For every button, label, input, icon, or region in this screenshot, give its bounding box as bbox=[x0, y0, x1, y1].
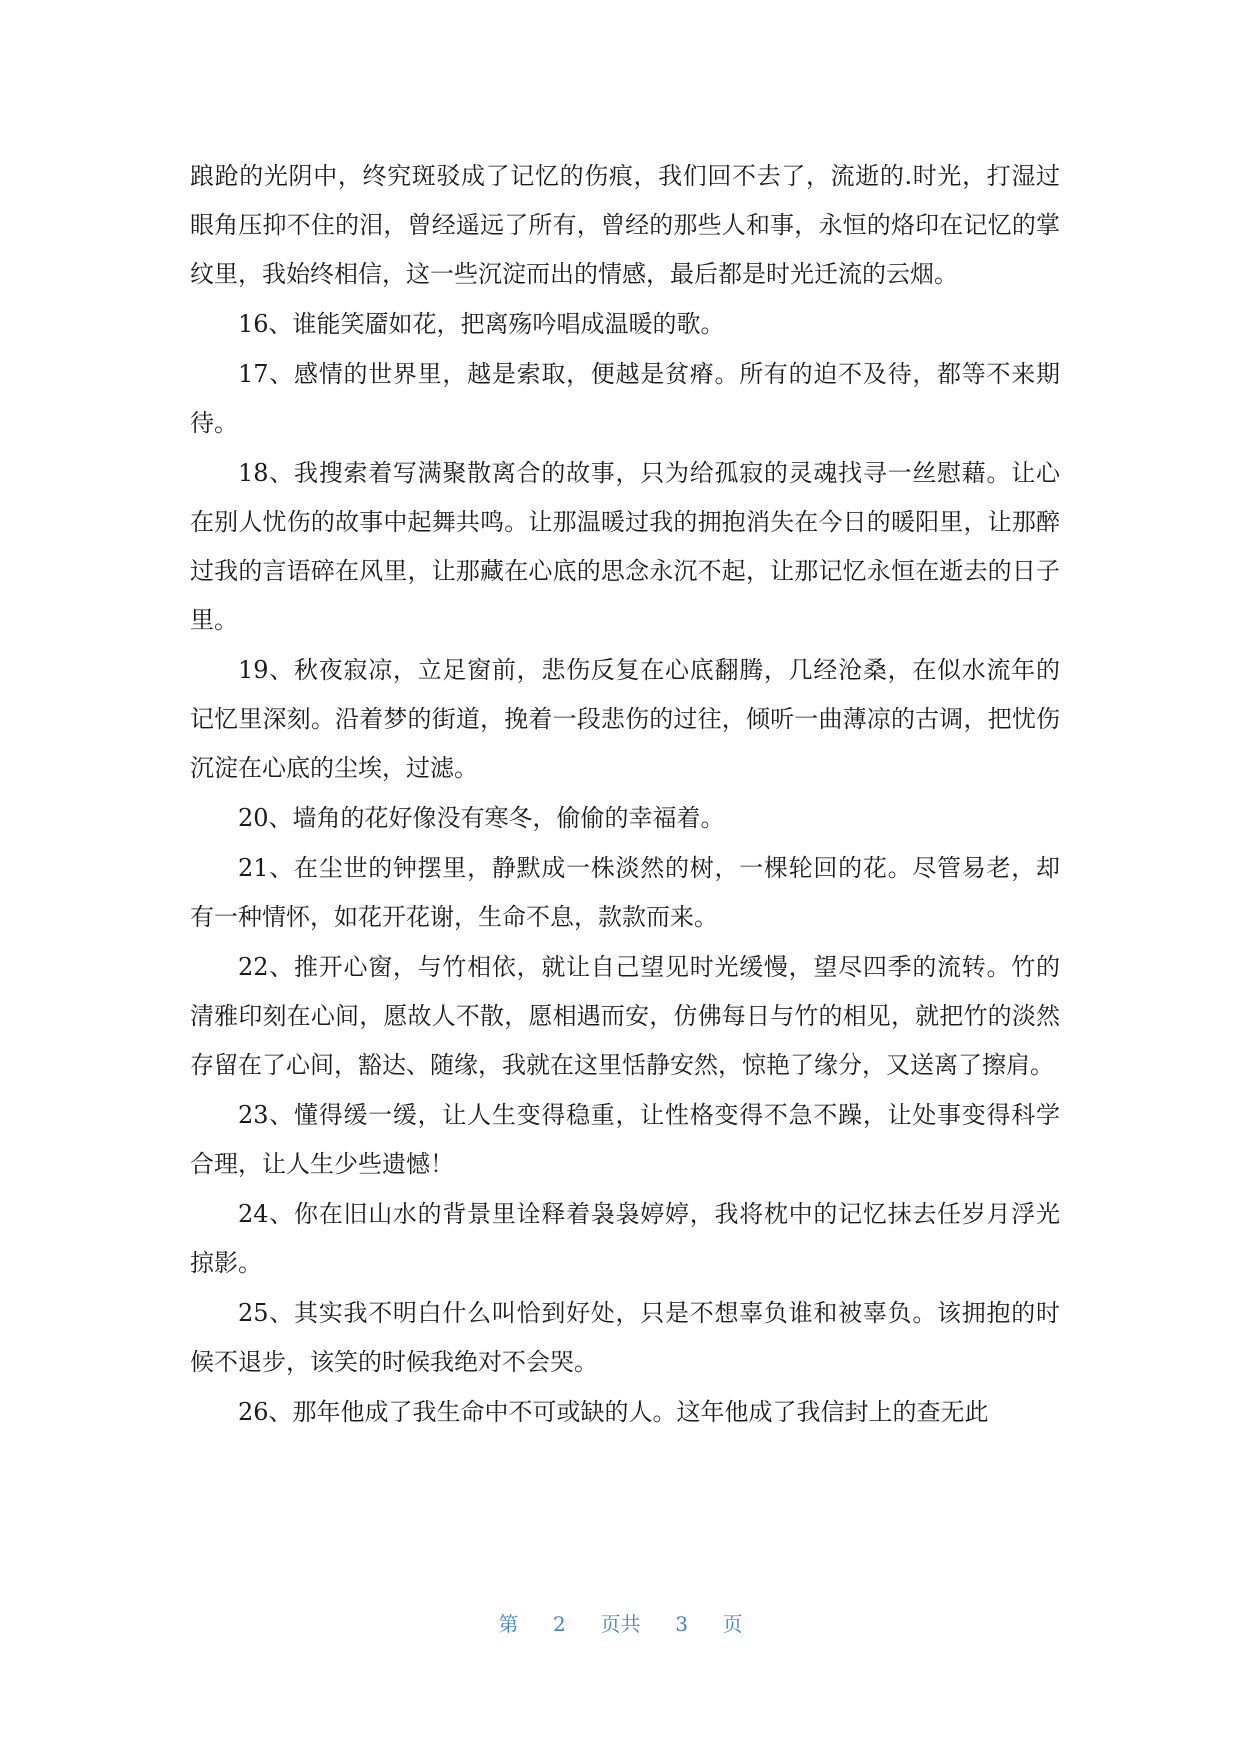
paragraph-25: 25、其实我不明白什么叫恰到好处，只是不想辜负谁和被辜负。该拥抱的时候不退步，该笑的时候我绝对不会哭。 bbox=[190, 1299, 1060, 1376]
paragraph-20: 20、墙角的花好像没有寒冬，偷偷的幸福着。 bbox=[238, 804, 725, 832]
footer-current-page: 2 bbox=[553, 1612, 566, 1636]
footer-suffix: 页 bbox=[722, 1612, 743, 1636]
paragraph-19: 19、秋夜寂凉，立足窗前，悲伤反复在心底翻腾，几经沧桑，在似水流年的记忆里深刻。沿着梦的街道，挽着一段悲伤的过往，倾听一曲薄凉的古调，把忧伤沉淀在心底的尘埃，过滤。 bbox=[190, 656, 1060, 782]
footer-total-pages: 3 bbox=[675, 1612, 688, 1636]
paragraph-16: 16、谁能笑靥如花，把离殇吟唱成温暖的歌。 bbox=[238, 310, 725, 338]
paragraph-22: 22、推开心窗，与竹相依，就让自己望见时光缓慢，望尽四季的流转。竹的清雅印刻在心间，愿故人不散，愿相遇而安，仿佛每日与竹的相见，就把竹的淡然存留在了心间，豁达、随缘，我就在这里恬静安然，惊艳了缘分，又送离了擦肩。 bbox=[190, 953, 1060, 1079]
footer-prefix: 第 bbox=[498, 1612, 519, 1636]
paragraph-21: 21、在尘世的钟摆里，静默成一株淡然的树，一棵轮回的花。尽管易老，却有一种情怀，如花开花谢，生命不息，款款而来。 bbox=[190, 854, 1060, 931]
footer-middle: 页共 bbox=[600, 1612, 641, 1636]
document-body bbox=[190, 152, 1060, 1437]
paragraph-0: 踉跄的光阴中，终究斑驳成了记忆的伤痕，我们回不去了，流逝的.时光，打湿过眼角压抑不住的泪，曾经遥远了所有，曾经的那些人和事，永恒的烙印在记忆的掌纹里，我始终相信，这一些沉淀而出的情感，最后都是时光迁流的云烟。 bbox=[190, 162, 1060, 288]
paragraph-26: 26、那年他成了我生命中不可或缺的人。这年他成了我信封上的查无此 bbox=[238, 1398, 989, 1426]
paragraph-23: 23、懂得缓一缓，让人生变得稳重，让性格变得不急不躁，让处事变得科学合理，让人生少些遗憾！ bbox=[190, 1101, 1060, 1178]
paragraph-18: 18、我搜索着写满聚散离合的故事，只为给孤寂的灵魂找寻一丝慰藉。让心在别人忧伤的故事中起舞共鸣。让那温暖过我的拥抱消失在今日的暖阳里，让那醉过我的言语碎在风里，让那藏在心底的思念永沉不起，让那记忆永恒在逝去的日子里。 bbox=[190, 459, 1060, 634]
page-footer bbox=[0, 1608, 1241, 1637]
paragraph-17: 17、感情的世界里，越是索取，便越是贫瘠。所有的迫不及待，都等不来期待。 bbox=[190, 360, 1060, 437]
paragraph-24: 24、你在旧山水的背景里诠释着袅袅婷婷，我将枕中的记忆抹去任岁月浮光掠影。 bbox=[190, 1200, 1060, 1277]
